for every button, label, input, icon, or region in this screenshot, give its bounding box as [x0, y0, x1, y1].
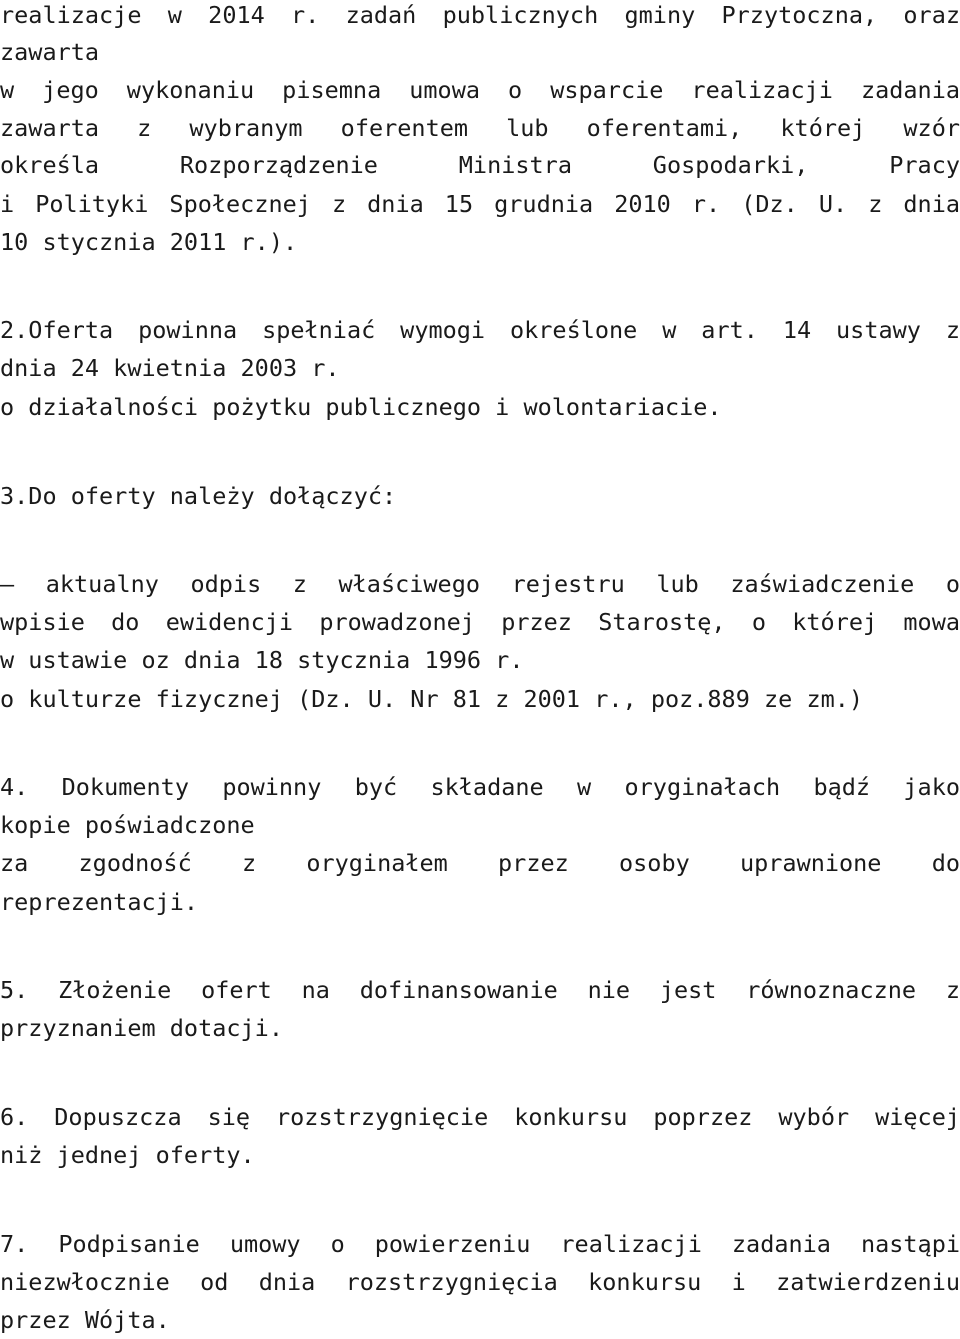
- text-line: 7. Podpisanie umowy o powierzeniu realizacji zadania nastąpi: [0, 1230, 960, 1258]
- text-line: 5. Złożenie ofert na dofinansowanie nie jest równoznaczne z: [0, 976, 960, 1004]
- text-line: o kulturze fizycznej (Dz. U. Nr 81 z 2001 r., poz.889 ze zm.): [0, 685, 864, 713]
- text-line: reprezentacji.: [0, 888, 199, 916]
- text-line: przyznaniem dotacji.: [0, 1014, 283, 1042]
- text-line: i Polityki Społecznej z dnia 15 grudnia 2010 r. (Dz. U. z dnia: [0, 190, 960, 218]
- text-line: wpisie do ewidencji prowadzonej przez Starostę, o której mowa: [0, 608, 960, 636]
- text-line: 10 stycznia 2011 r.).: [0, 228, 298, 256]
- text-line: zawarta: [0, 38, 100, 66]
- text-line: dnia 24 kwietnia 2003 r.: [0, 354, 340, 382]
- text-line: niż jednej oferty.: [0, 1141, 255, 1169]
- text-line: 6. Dopuszcza się rozstrzygnięcie konkursu poprzez wybór więcej: [0, 1103, 960, 1131]
- text-line: w jego wykonaniu pisemna umowa o wsparcie realizacji zadania: [0, 76, 960, 104]
- text-line: za zgodność z oryginałem przez osoby uprawnione do: [0, 849, 960, 877]
- text-line: niezwłocznie od dnia rozstrzygnięcia konkursu i zatwierdzeniu: [0, 1268, 960, 1296]
- text-line: 3.Do oferty należy dołączyć:: [0, 482, 397, 510]
- text-line: określa Rozporządzenie Ministra Gospodarki, Pracy: [0, 151, 960, 179]
- text-line: 4. Dokumenty powinny być składane w oryginałach bądź jako: [0, 773, 960, 801]
- text-line: przez Wójta.: [0, 1306, 170, 1334]
- text-line: 2.Oferta powinna spełniać wymogi określone w art. 14 ustawy z: [0, 316, 960, 344]
- text-line: – aktualny odpis z właściwego rejestru lub zaświadczenie o: [0, 570, 960, 598]
- text-line: o działalności pożytku publicznego i wolontariacie.: [0, 393, 722, 421]
- text-line: zawarta z wybranym oferentem lub oferentami, której wzór: [0, 114, 960, 142]
- text-line: realizacje w 2014 r. zadań publicznych gminy Przytoczna, oraz: [0, 1, 960, 29]
- text-line: w ustawie oz dnia 18 stycznia 1996 r.: [0, 646, 524, 674]
- text-line: kopie poświadczone: [0, 811, 255, 839]
